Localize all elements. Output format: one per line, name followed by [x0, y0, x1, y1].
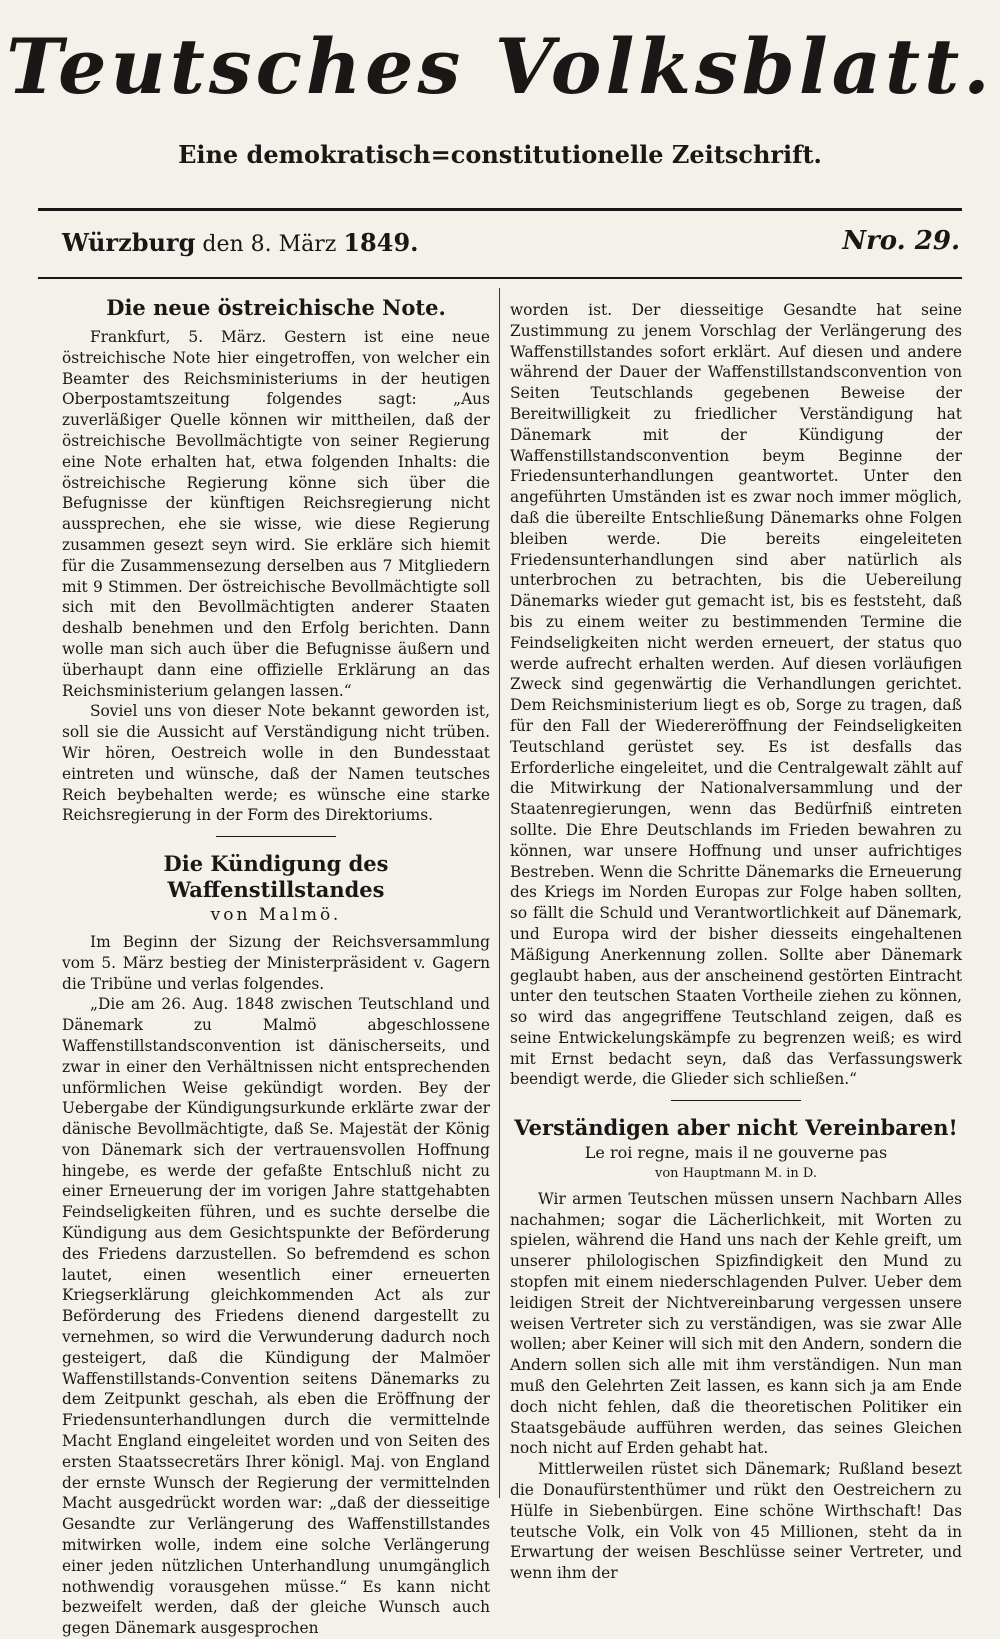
column-left: [62, 295, 490, 1639]
dateline-date: den 8. März: [202, 232, 337, 257]
dateline: [62, 228, 419, 257]
column-divider: [499, 288, 500, 1498]
article-paragraph: Soviel uns von dieser Note bekannt geworden ist, soll sie die Aussicht auf Verständigung nicht trüben. Wir hören, Oestreich wolle in den Bundesstaat eintreten und wünsche, daß der Namen teutsches Reich beybehalten werde; es wünsche eine starke Reichsregierung in der Form des Direktoriums.: [62, 702, 490, 825]
section-separator: [216, 836, 336, 837]
article-paragraph: „Die am 26. Aug. 1848 zwischen Teutschland und Dänemark zu Malmö abgeschlossene Waffenstillstandsconvention ist dänischerseits, und zwar in einer den Verhältnissen nicht entsprechenden unförmlichen Weise gekündigt worden. Bey der Uebergabe der Kündigungsurkunde erklärte zwar der dänische Bevollmächtigte, daß Se. Majestät der König von Dänemark sich der vertrauensvollen Hoffnung hingebe, es werde der gefaßte Entschluß nicht zu einer Erneuerung der im vorigen Jahre stattgehabten Feindseligkeiten führen, und es suchte derselbe die Kündigung aus dem Gesichtspunkte der Beförderung des Friedens darzustellen. So befremdend es schon lautet, einen wesentlich einer erneuerten Kriegserklärung gleichkommenden Act als zur Beförderung des Friedens dienend dargestellt zu vernehmen, so wird die Verwunderung dadurch noch gesteigert, daß die Kündigung der Malmöer Waffenstillstands-Convention seitens Dänemarks zu dem Zeitpunkt geschah, als eben die Eröffnung der Friedensunterhandlungen durch die vermittelnde Macht England eingeleitet worden und von Seiten des ersten Staatssecretärs Ihrer königl. Maj. von England der ernste Wunsch der Regierung der vermittelnden Macht ausgedrückt worden war: „daß der diesseitige Gesandte zur Verlängerung des Waffenstillstandes mitwirken wolle, indem eine solche Verlängerung einer jeden nützlichen Unterhandlung unumgänglich nothwendig vorausgehen müsse.“ Es kann nicht bezweifelt werden, daß der gleiche Wunsch auch gegen Dänemark ausgesprochen: [62, 995, 490, 1638]
article-motto: Le roi regne, mais il ne gouverne pas: [584, 1143, 888, 1163]
article-title: Die neue östreichische Note.: [106, 295, 446, 320]
article-paragraph: Im Beginn der Sizung der Reichsversammlung vom 5. März bestieg der Ministerpräsident v. Gagern die Tribüne und verlas folgendes.: [62, 932, 490, 993]
header-rule-top: [38, 208, 962, 211]
issue-number: Nro. 29.: [842, 226, 960, 256]
dateline-year: 1849.: [343, 228, 419, 257]
section-separator: [671, 1100, 801, 1101]
article-paragraph: worden ist. Der diesseitige Gesandte hat seine Zustimmung zu jenem Vorschlag der Verlängerung des Waffenstillstandes sofort erklärt. Auf diesen und andere während der Dauer der Waffenstillstandsconvention von Seiten Teutschlands gegebenen Beweise der Bereitwilligkeit zu friedlicher Verständigung hat Dänemark mit der Kündigung der Waffenstillstandsconvention beym Beginne der Friedensunterhandlungen geantwortet. Unter den angeführten Umständen ist es zwar noch immer möglich, daß die übereilte Entschließung Dänemarks ohne Folgen bleiben werde. Die bereits eingeleiteten Friedensunterhandlungen sind aber natürlich als unterbrochen zu betrachten, bis die Uebereilung Dänemarks wieder gut gemacht ist, bis es feststeht, daß bis zu einem weiter zu bestimmenden Termine die Feindseligkeiten nicht werden erneuert, der status quo werde aufrecht erhalten werden. Auf diesen vorläufigen Zweck sind gegenwärtig die Verhandlungen gerichtet. Dem Reichsministerium liegt es ob, Sorge zu tragen, daß für den Fall der Wiedereröffnung der Feindseligkeiten Teutschland gerüstet sey. Es ist desfalls das Erforderliche eingeleitet, und die Centralgewalt zählt auf die Mitwirkung der Nationalversammlung und der Staatenregierungen, wenn das Bedürfniß eintreten sollte. Die Ehre Deutschlands im Frieden bewahren zu können, war unsere Hoffnung und unser aufrichtiges Bestreben. Wenn die Schritte Dänemarks die Erneuerung des Kriegs im Norden Europas zur Folge haben sollten, so fällt die Schuld und Verantwortlichkeit auf Dänemark, und Europa wird der bisher diesseits eingehaltenen Mäßigung Anerkennung zollen. Sollte aber Dänemark geglaubt haben, aus der anscheinend gestörten Eintracht unter den teutschen Staaten Vortheile ziehen zu können, so wird das angegriffene Teutschland zeigen, daß es seine Entwickelungskämpfe zu begrenzen weiß; es wird mit Ernst bedacht seyn, daß das Verfassungswerk beendigt werde, die Glieder sich schließen.“: [510, 301, 962, 1089]
masthead-subtitle: Eine demokratisch=constitutionelle Zeitschrift.: [178, 140, 822, 169]
article-subtitle: von Malmö.: [210, 905, 342, 926]
header-rule-bottom: [38, 277, 962, 279]
article-paragraph: Mittlerweilen rüstet sich Dänemark; Rußland besezt die Donaufürstenthümer und rükt den Oestreichern zu Hülfe in Siebenbürgen. Eine schöne Wirthschaft! Das teutsche Volk, ein Volk von 45 Millionen, steht da in Erwartung der weisen Beschlüsse seiner Vertreter, und wenn ihm der: [510, 1460, 962, 1583]
dateline-city: Würzburg: [62, 228, 196, 257]
article-title: Die Kündigung des Waffenstillstandes: [163, 851, 389, 903]
article-byline: von Hauptmann M. in D.: [655, 1166, 817, 1182]
article-paragraph: Frankfurt, 5. März. Gestern ist eine neue östreichische Note hier eingetroffen, von welcher ein Beamter des Reichsministeriums in der heutigen Oberpostamtszeitung folgendes sagt: „Aus zuverläßiger Quelle können wir mittheilen, daß der östreichische Bevollmächtigte von seiner Regierung eine Note erhalten hat, etwa folgenden Inhalts: die östreichische Regierung könne sich über die Befugnisse der künftigen Reichsregierung nicht aussprechen, ehe sie wisse, wie diese Regierung zusammen gesezt seyn wird. Sie erkläre sich hiemit für die Zusammensezung derselben aus 7 Mitgliedern mit 9 Stimmen. Der östreichische Bevollmächtigte soll sich mit den Bevollmächtigten anderer Staaten deshalb benehmen und den Erfolg berichten. Dann wolle man sich auch über die Befugnisse äußern und überhaupt dann eine offizielle Erklärung an das Reichsministerium gelangen lassen.“: [62, 328, 490, 700]
article-title: Verständigen aber nicht Vereinbaren!: [514, 1115, 958, 1141]
article-paragraph: Wir armen Teutschen müssen unsern Nachbarn Alles nachahmen; sogar die Lächerlichkeit, mit Worten zu spielen, während die Hand uns nach der Kehle greift, um unserer philologischen Spizfindigkeit den Mund zu stopfen mit einem niederschlagenden Pulver. Ueber dem leidigen Streit der Nichtvereinbarung vergessen unsere weisen Vertreter sich zu verständigen, was sie zwar Alle wollen; aber Keiner will sich mit den Andern, sondern die Andern sollen sich alle mit ihm verständigen. Nun man muß den Gelehrten Zeit lassen, es kann sich ja am Ende doch nicht fehlen, daß die theoretischen Politiker ein Staatsgebäude aufführen werden, das seines Gleichen noch nicht auf Erden gehabt hat.: [510, 1189, 962, 1458]
column-right: [510, 300, 962, 1584]
masthead-title: Teutsches Volksblatt.: [6, 22, 994, 111]
